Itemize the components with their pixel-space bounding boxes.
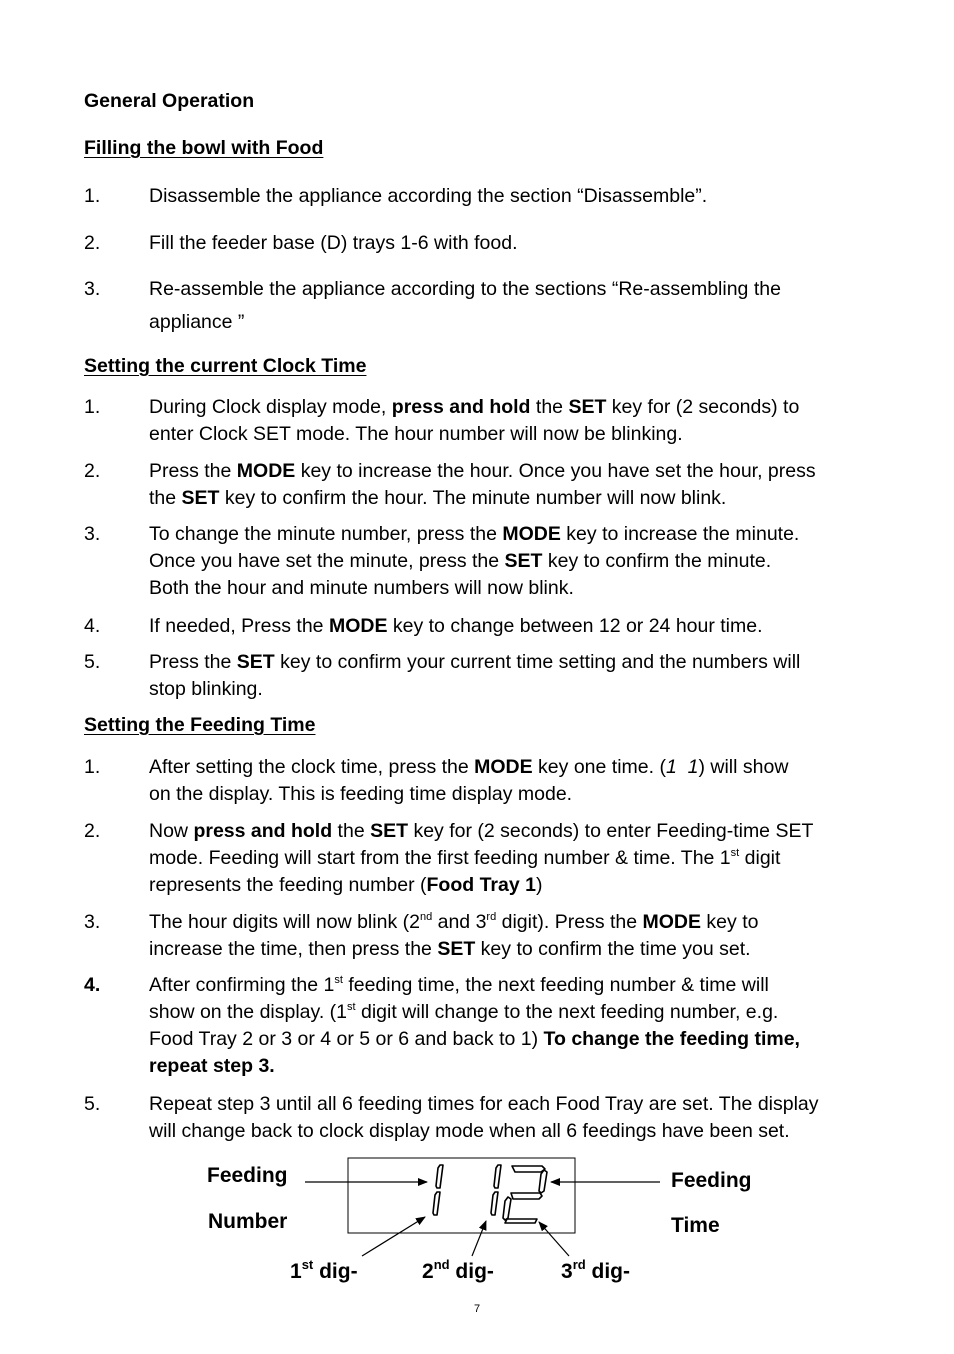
item-text: After setting the clock time, press the MODE key one time. (1 1) will show on the display. This is feeding time display mode.: [149, 756, 789, 805]
item-text: Fill the feeder base (D) trays 1-6 with food.: [149, 232, 518, 254]
item-number: 4.: [84, 974, 101, 996]
item-number: 2.: [84, 820, 101, 842]
item-number: 4.: [84, 615, 101, 637]
item-number: 3.: [84, 278, 101, 300]
item-number: 5.: [84, 1093, 101, 1115]
item-text: The hour digits will now blink (2nd and 3rd digit). Press the MODE key to increase the time, then press the SET key to confirm the time you set.: [149, 911, 759, 960]
item-number: 3.: [84, 523, 101, 545]
item-text: Re-assemble the appliance according to the sections “Re-assembling the appliance ”: [149, 278, 781, 333]
page-title: General Operation: [84, 90, 255, 112]
item-text: During Clock display mode, press and hold the SET key for (2 seconds) to enter Clock SET mode. The hour number will now be blinking.: [149, 396, 800, 445]
item-text: To change the minute number, press the MODE key to increase the minute. Once you have set the minute, press the SET key to confirm the minute. Both the hour and minute numbers will now blink.: [149, 523, 800, 599]
item-number: 1.: [84, 756, 101, 778]
item-text: If needed, Press the MODE key to change between 12 or 24 hour time.: [149, 615, 763, 637]
feeding-number-label: Feeding: [207, 1164, 288, 1187]
section-heading-clock: Setting the current Clock Time: [84, 355, 367, 377]
item-number: 1.: [84, 396, 101, 418]
item-text: Disassemble the appliance according the section “Disassemble”.: [149, 185, 708, 207]
item-text: After confirming the 1st feeding time, the next feeding number & time will show on the display. (1st digit will change to the next feeding number, e.g. Food Tray 2 or 3 or 4 or 5 or 6 and back to 1) To change the feeding time, repeat step 3.: [149, 974, 800, 1077]
first-digit-label: 1st dig-: [290, 1257, 358, 1283]
feeding-number-label: Number: [208, 1210, 288, 1233]
section-heading-feeding: Setting the Feeding Time: [84, 714, 316, 736]
feeding-time-label: Time: [671, 1214, 720, 1237]
page-number: 7: [473, 1303, 481, 1315]
third-digit-label: 3rd dig-: [561, 1257, 631, 1283]
item-text: Now press and hold the SET key for (2 seconds) to enter Feeding-time SET mode. Feeding will start from the first feeding number & time. The 1st digit represents the feeding number (Food Tray 1): [149, 820, 814, 896]
item-number: 2.: [84, 232, 101, 254]
second-digit-label: 2nd dig-: [422, 1257, 494, 1283]
item-number: 2.: [84, 460, 101, 482]
item-text: Repeat step 3 until all 6 feeding times for each Food Tray are set. The display will change back to clock display mode when all 6 feedings have been set.: [149, 1093, 819, 1142]
item-number: 5.: [84, 651, 101, 673]
item-text: Press the SET key to confirm your current time setting and the numbers will stop blinking.: [149, 651, 801, 700]
item-number: 1.: [84, 185, 101, 207]
feeding-time-label: Feeding: [671, 1169, 752, 1192]
section-heading-filling: Filling the bowl with Food: [84, 137, 324, 159]
item-number: 3.: [84, 911, 101, 933]
item-text: Press the MODE key to increase the hour. Once you have set the hour, press the SET key to confirm the hour. The minute number will now blink.: [149, 460, 816, 509]
